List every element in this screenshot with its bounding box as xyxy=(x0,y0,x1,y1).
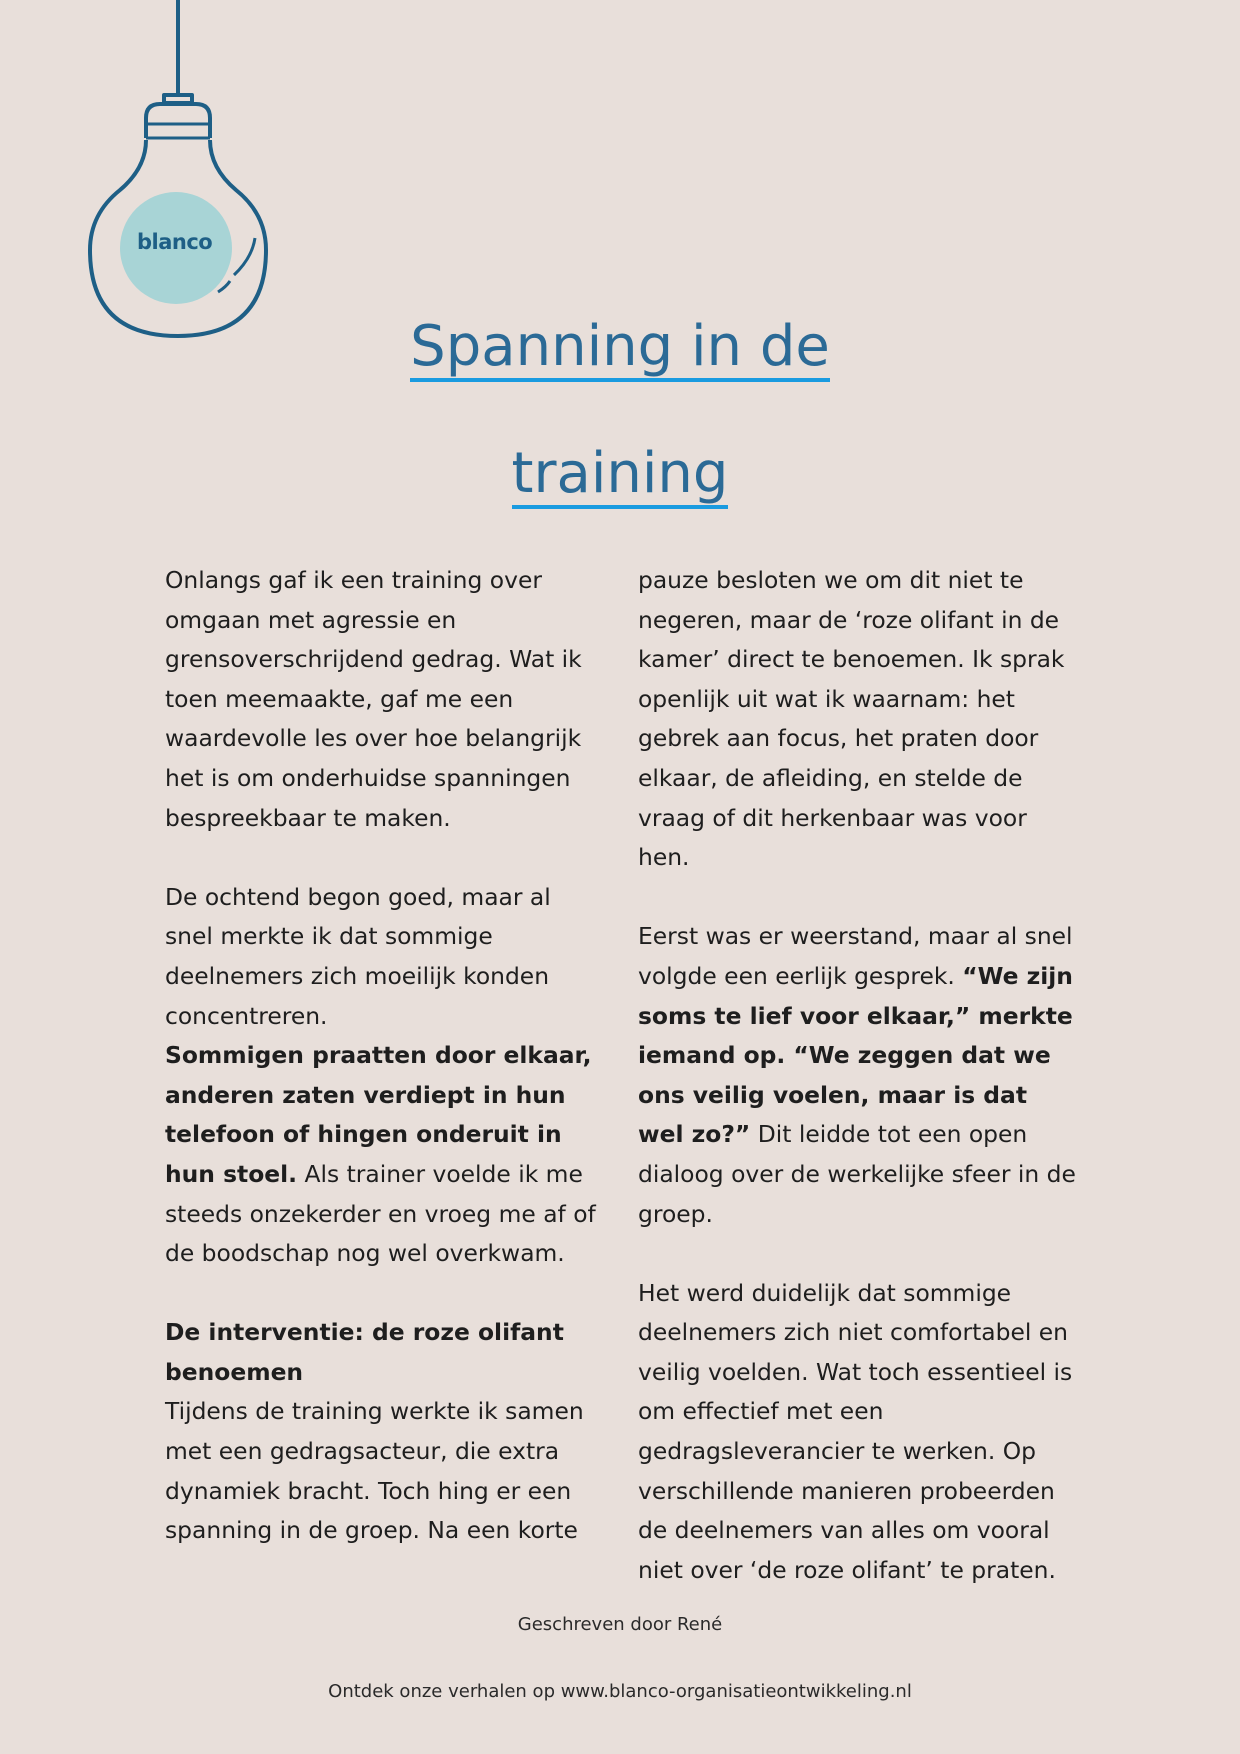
footer-link-text: Ontdek onze verhalen op www.blanco-organisatieontwikkeling.nl xyxy=(328,1681,912,1702)
logo-wordmark: blanco xyxy=(137,230,213,254)
lightbulb-logo-illustration xyxy=(80,0,280,345)
paragraph-intervention: Tijdens de training werkte ik samen met een gedragsacteur, die extra dynamiek bracht. Toch hing er een spanning in de groep. Na een korte xyxy=(165,1397,584,1545)
paragraph-intro: Onlangs gaf ik een training over omgaan met agressie en grensoverschrijdend gedrag. Wat ik toen meemaakte, gaf me een waardevolle les over hoe belangrijk het is om onderhuidse spanningen bespreekbaar te maken. xyxy=(165,566,582,832)
title-line-1: Spanning in de xyxy=(410,316,830,382)
paragraph-pause: pauze besloten we om dit niet te negeren, maar de ‘roze olifant in de kamer’ direct te benoemen. Ik sprak openlijk uit wat ik waarnam: het gebrek aan focus, het praten door elkaar, de afleiding, en stelde de vraag of dit herkenbaar was voor hen. xyxy=(638,566,1065,872)
paragraph-resistance xyxy=(638,917,1078,1234)
paragraph-conclusion: Het werd duidelijk dat sommige deelnemers zich niet comfortabel en veilig voelden. Wat toch essentieel is om effectief met een gedragsleverancier te werken. Op verschillende manieren probeerden de deelnemers van alles om vooral niet over ‘de roze olifant’ te praten. xyxy=(638,1278,1073,1584)
page-title xyxy=(0,295,1240,549)
paragraph-morning-bold: Sommigen praatten door elkaar, anderen zaten verdiept in hun telefoon of hingen onderuit in hun stoel. xyxy=(165,1041,592,1188)
paragraph-resistance-rest: Dit leidde tot een open dialoog over de werkelijke sfeer in de groep. xyxy=(638,1120,1076,1228)
section-heading-intervention: De interventie: de roze olifant benoemen xyxy=(165,1318,564,1386)
paragraph-resistance-intro: Eerst was er weerstand, maar al snel volgde een eerlijk gesprek. xyxy=(638,922,1073,990)
left-column xyxy=(165,561,605,1590)
author-credit: Geschreven door René xyxy=(517,1614,723,1635)
paragraph-morning-intro: De ochtend begon goed, maar al snel merkte ik dat sommige deelnemers zich moeilijk konden concentreren. xyxy=(165,882,551,1030)
title-line-2: training xyxy=(512,443,729,509)
paragraph-resistance-quote: “We zijn soms te lief voor elkaar,” merkte iemand op. “We zeggen dat we ons veilig voelen, maar is dat wel zo?” xyxy=(638,961,1073,1149)
paragraph-morning-rest: Als trainer voelde ik me steeds onzekerder en vroeg me af of de boodschap nog wel overkwam. xyxy=(165,1159,596,1268)
paragraph-morning xyxy=(165,878,605,1274)
right-column xyxy=(638,561,1078,1630)
